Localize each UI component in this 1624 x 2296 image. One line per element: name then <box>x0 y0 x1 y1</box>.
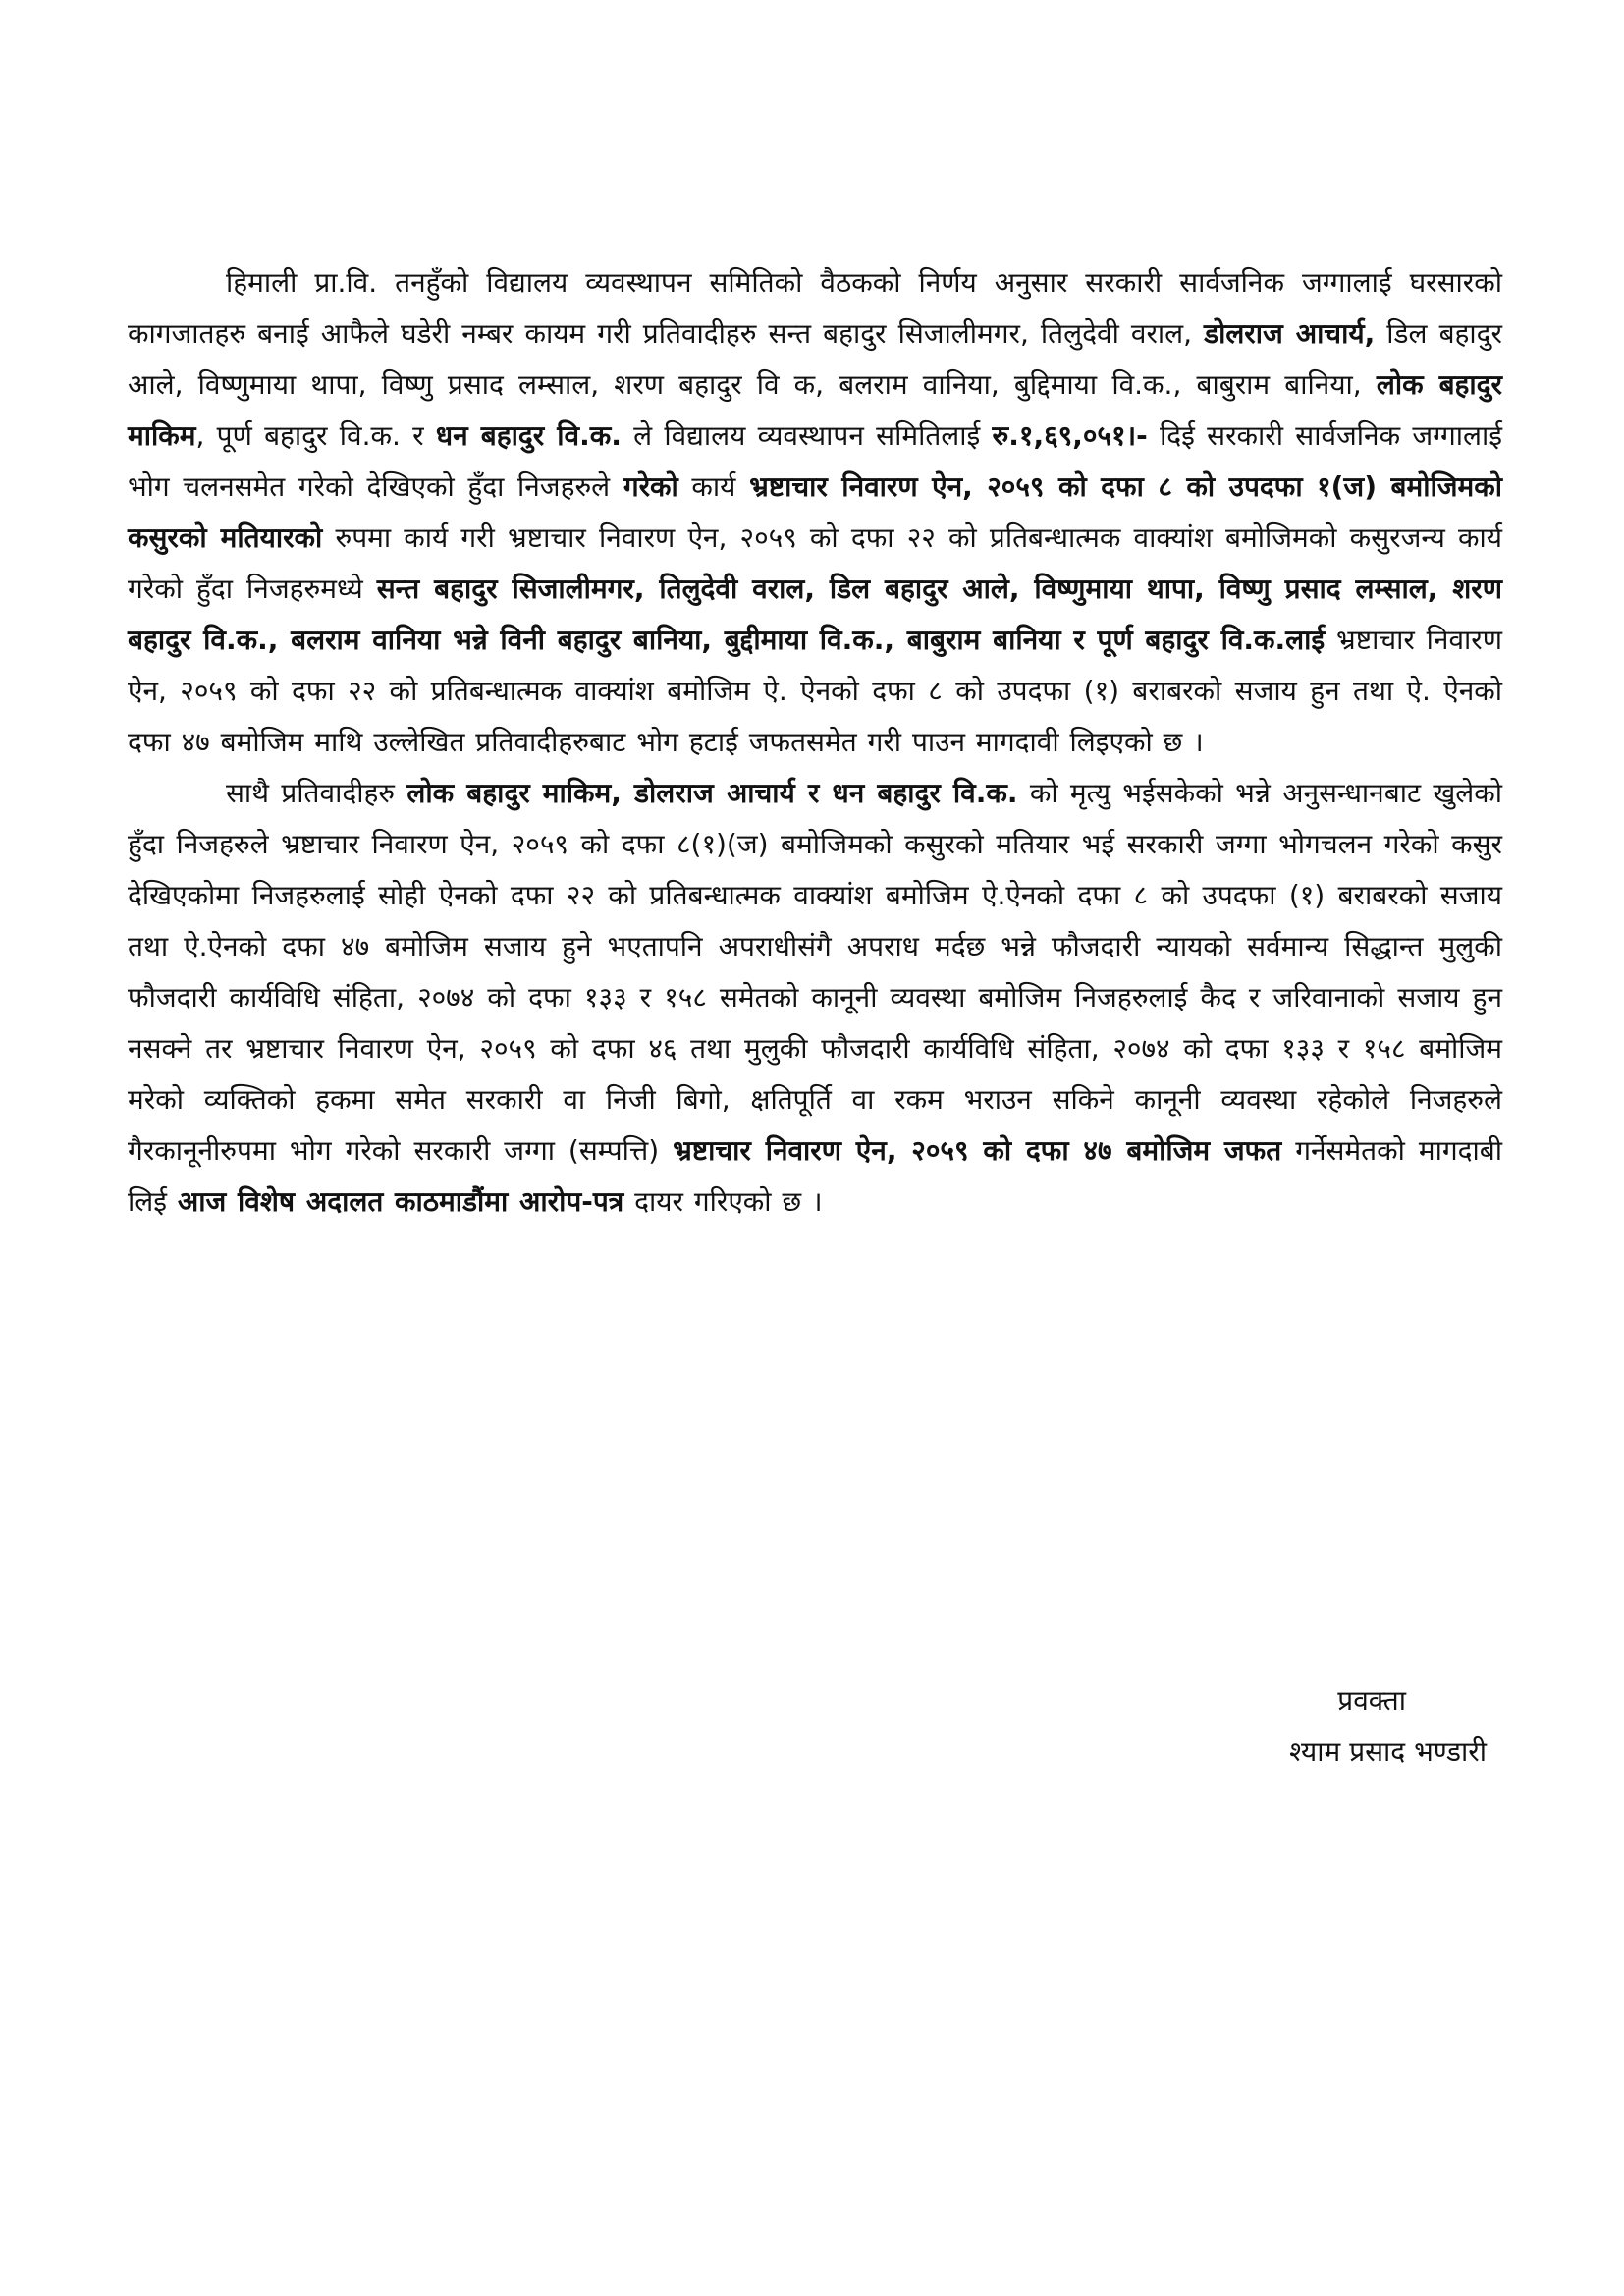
text-run: भ्रष्टाचार निवारण ऐन, २०५९ को दफा २२ को प्रतिबन्धात्मक वाक्यांश बमोजिम ऐ. ऐनको दफा ८ को उपदफा (१) बराबरको सजाय हुन तथा ऐ. ऐनको दफा ४७ बमोजिम माथि उल्लेखित प्रतिवादीहरुबाट भोग हटाई जफतसमेत गरी पाउन मागदावी लिइएको छ । <box>128 624 1502 758</box>
bold-text-run: सन्त बहादुर सिजालीमगर, तिलुदेवी वराल, डिल बहादुर आले, विष्णुमाया थापा, विष्णु प्रसाद लम्साल, शरण बहादुर वि.क., बलराम वानिया भन्ने विनी बहादुर बानिया, बुद्दीमाया वि.क., बाबुराम बानिया र पूर्ण बहादुर वि.क.लाई <box>128 573 1502 656</box>
signature-block <box>1133 1675 1487 1777</box>
text-run: को मृत्यु भईसकेको भन्ने अनुसन्धानबाट खुलेको हुँदा निजहरुले भ्रष्टाचार निवारण ऐन, २०५९ को दफा ८(१)(ज) बमोजिमको कसुरको मतियार भई सरकारी जग्गा भोगचलन गरेको कसुर देखिएकोमा निजहरुलाई सोही ऐनको दफा २२ को प्रतिबन्धात्मक वाक्यांश बमोजिम ऐ.ऐनको दफा ८ को उपदफा (१) बराबरको सजाय तथा ऐ.ऐनको दफा ४७ बमोजिम सजाय हुने भएतापनि अपराधीसंगै अपराध मर्दछ भन्ने फौजदारी न्यायको सर्वमान्य सिद्धान्त मुलुकी फौजदारी कार्यविधि संहिता, २०७४ को दफा १३३ र १५८ समेतको कानूनी व्यवस्था बमोजिम निजहरुलाई कैद र जरिवानाको सजाय हुन नसक्ने तर भ्रष्टाचार निवारण ऐन, २०५९ को दफा ४६ तथा मुलुकी फौजदारी कार्यविधि संहिता, २०७४ को दफा १३३ र १५८ बमोजिम मरेको व्यक्तिको हकमा समेत सरकारी वा निजी बिगो, क्षतिपूर्ति वा रकम भराउन सकिने कानूनी व्यवस्था रहेकोले निजहरुले गैरकानूनीरुपमा भोग गरेको सरकारी जग्गा (सम्पत्ति) <box>128 777 1502 1167</box>
bold-text-run: रु.१,६९,०५१।- <box>992 419 1148 452</box>
bold-text-run: गरेको <box>623 470 678 503</box>
paragraph-1 <box>128 257 1502 768</box>
text-run: हिमाली प्रा.वि. तनहुँको विद्यालय व्यवस्थापन समितिको वैठकको निर्णय अनुसार सरकारी सार्वजनिक जग्गालाई घरसारको कागजातहरु बनाई आफैले घडेरी नम्बर कायम गरी प्रतिवादीहरु सन्त बहादुर सिजालीमगर, तिलुदेवी वराल, <box>128 266 1502 350</box>
paragraph-2 <box>128 768 1502 1228</box>
text-run: कार्य <box>677 470 750 503</box>
bold-text-run: डोलराज आचार्य, <box>1204 317 1376 350</box>
bold-text-run: आज विशेष अदालत काठमाडौंमा आरोप-पत्र <box>177 1185 624 1218</box>
bold-text-run: धन बहादुर वि.क. <box>435 419 622 452</box>
text-run: साथै प्रतिवादीहरु <box>226 777 407 809</box>
text-run: गर्नेसमेतको मागदाबी लिई <box>128 1134 1502 1218</box>
spokesperson-name: श्याम प्रसाद भण्डारी <box>1289 1735 1487 1768</box>
document-body <box>128 257 1502 1228</box>
bold-text-run: लोक बहादुर माकिम <box>128 368 1502 452</box>
spokesperson-title: प्रवक्ता <box>1337 1684 1406 1717</box>
bold-text-run: भ्रष्टाचार निवारण ऐन, २०५९ को दफा ८ को उपदफा १(ज) बमोजिमको कसुरको मतियारको <box>128 470 1502 554</box>
text-run: दायर गरिएको छ । <box>623 1185 823 1218</box>
bold-text-run: लोक बहादुर माकिम, डोलराज आचार्य र धन बहादुर वि.क. <box>406 777 1018 809</box>
text-run: दिई सरकारी सार्वजनिक जग्गालाई भोग चलनसमेत गरेको देखिएको हुँदा निजहरुले <box>128 419 1502 503</box>
text-run: , पूर्ण बहादुर वि.क. र <box>195 419 436 452</box>
text-run: रुपमा कार्य गरी भ्रष्टाचार निवारण ऐन, २०५९ को दफा २२ को प्रतिबन्धात्मक वाक्यांश बमोजिमको कसुरजन्य कार्य गरेको हुँदा निजहरुमध्ये <box>128 521 1502 605</box>
text-run: डिल बहादुर आले, विष्णुमाया थापा, विष्णु प्रसाद लम्साल, शरण बहादुर वि क, बलराम वानिया, बुद्दिमाया वि.क., बाबुराम बानिया, <box>128 317 1502 401</box>
bold-text-run: भ्रष्टाचार निवारण ऐन, २०५९ को दफा ४७ बमोजिम जफत <box>673 1134 1282 1167</box>
text-run: ले विद्यालय व्यवस्थापन समितिलाई <box>621 419 993 452</box>
